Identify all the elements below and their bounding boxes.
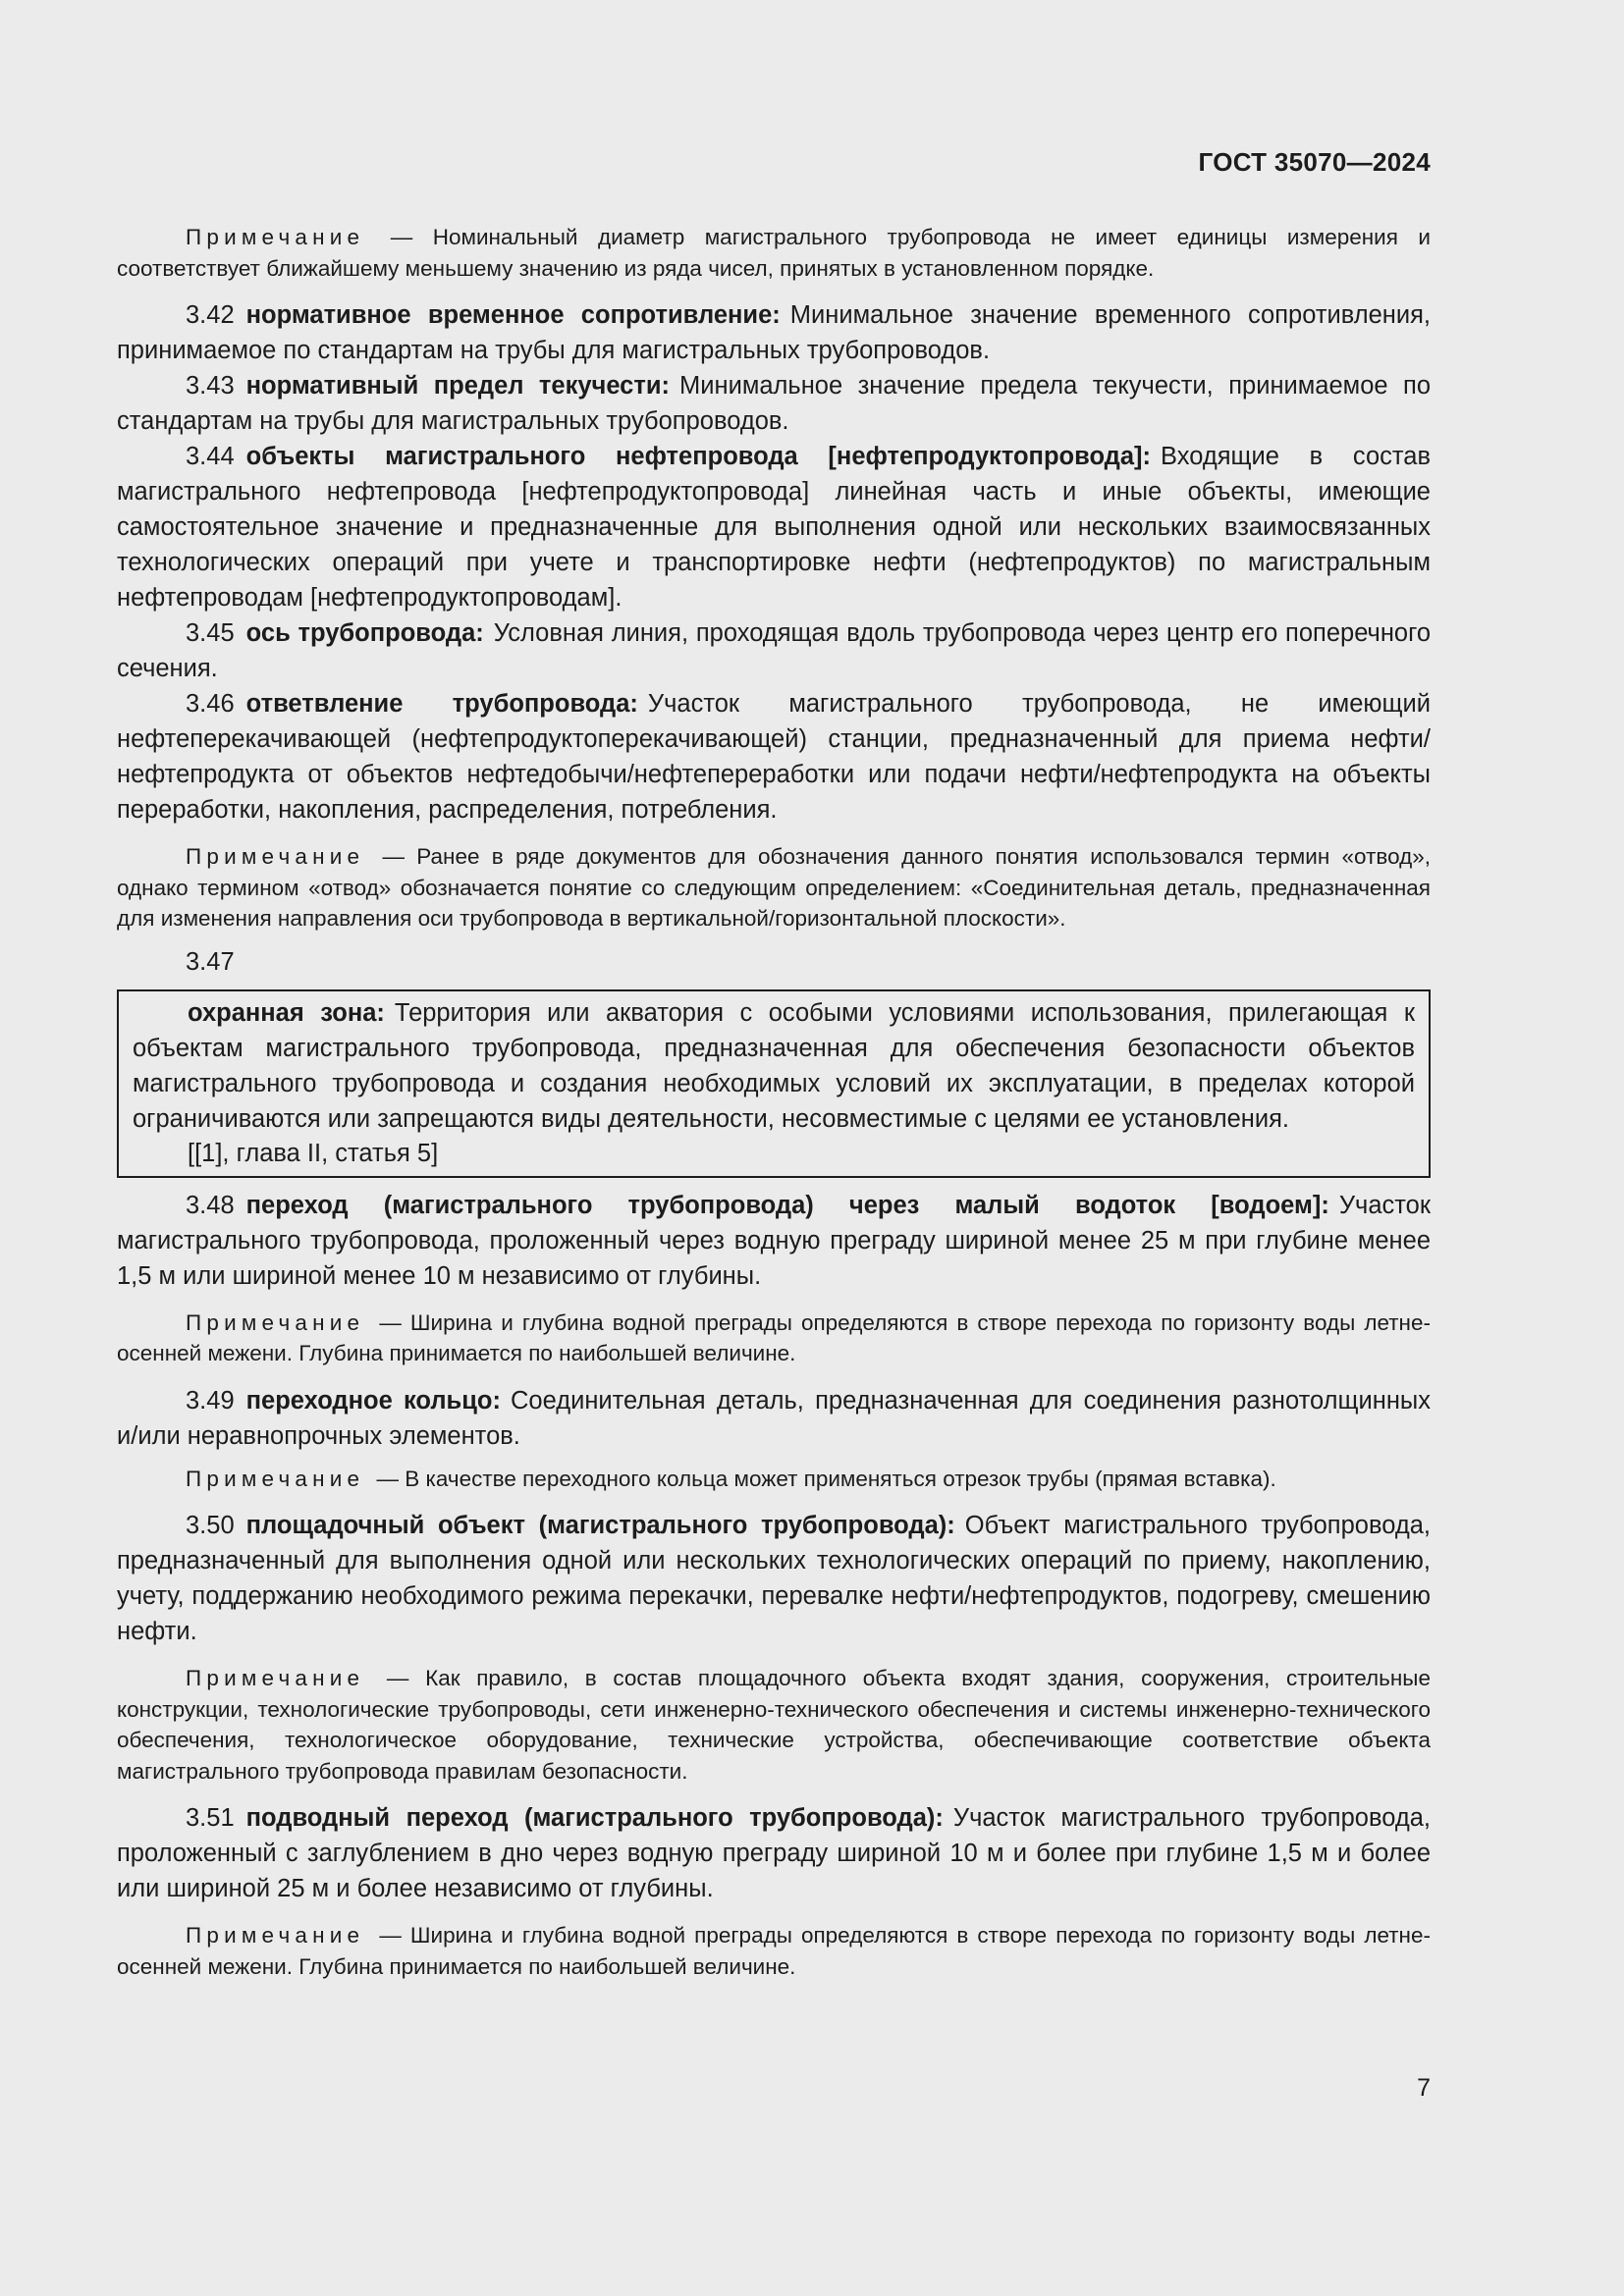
note-label: Примечание	[186, 1923, 365, 1948]
term-3-49	[117, 1383, 1431, 1454]
term-definition: Минимальное значение предела текучести, принимаемое по стандартам на трубы для магистральных трубопроводов.	[117, 372, 1432, 435]
term-definition: Участок магистрального трубопровода, проложенный с заглублением в дно через водную преграду шириной 10 м и более при глубине 1,5 м и более или шириной 25 м и более независимо от глубины.	[117, 1804, 1431, 1902]
note-text: — Ширина и глубина водной преграды определяются в створе перехода по горизонту воды летне-осенней межени. Глубина принимается по наибольшей величине.	[117, 1309, 1431, 1365]
term-name: нормативный предел текучести:	[245, 372, 671, 400]
term-definition: Территория или акватория с особыми условиями использования, прилегающая к объектам магистрального трубопровода, предназначенная для обеспечения безопасности объектов магистрального трубопровода и создания необходимых условий их эксплуатации, в пределах которой ограничиваются или запрещаются виды деятельности, несовместимые с целями ее установления.	[133, 998, 1415, 1133]
term-name: ответвление трубопровода:	[245, 690, 638, 718]
note-text: — В качестве переходного кольца может применяться отрезок трубы (прямая вставка).	[376, 1466, 1276, 1491]
term-number: 3.45	[186, 619, 235, 647]
term-definition: Условная линия, проходящая вдоль трубопровода через центр его поперечного сечения.	[117, 619, 1432, 682]
term-name: подводный переход (магистрального трубопровода):	[245, 1804, 944, 1832]
term-number: 3.48	[186, 1191, 235, 1219]
term-number: 3.51	[186, 1804, 235, 1832]
note-label: Примечание	[186, 1309, 365, 1335]
term-definition: Объект магистрального трубопровода, предназначенный для выполнения одной или нескольких технологических операций по приему, накоплению, учету, поддержанию необходимого режима перекачки, перевалке нефти/нефтепродуктов, подогреву, смешению нефти.	[117, 1512, 1431, 1645]
note-3-46	[117, 841, 1431, 934]
document-page	[117, 0, 1431, 2296]
note-text: — Ширина и глубина водной преграды определяются в створе перехода по горизонту воды летне-осенней межени. Глубина принимается по наибольшей величине.	[117, 1923, 1431, 1979]
note-3-50	[117, 1663, 1431, 1787]
term-number: 3.44	[186, 443, 235, 470]
term-number-3-47: 3.47	[186, 947, 235, 976]
note-3-41	[117, 222, 1431, 284]
term-number: 3.46	[186, 690, 235, 718]
term-definition: Участок магистрального трубопровода, не имеющий нефтеперекачивающей (нефтепродуктоперекачивающей) станции, предназначенный для приема нефти/нефтепродукта от объектов нефтедобычи/нефтепереработки или подачи нефти/нефтепродукта на объекты переработки, накопления, распределения, потребления.	[117, 690, 1431, 824]
note-text: — Как правило, в состав площадочного объекта входят здания, сооружения, строительные конструкции, технологические трубопроводы, сети инженерно-технического обеспечения и системы инженерно-технического обеспечения, технологическое оборудование, технические устройства, обеспечивающие соответствие объекта магистрального трубопровода правилам безопасности.	[117, 1666, 1431, 1784]
term-number: 3.50	[186, 1512, 235, 1539]
note-3-51	[117, 1920, 1431, 1982]
note-3-49	[117, 1464, 1431, 1495]
page-number: 7	[1417, 2074, 1431, 2102]
term-name: переходное кольцо:	[245, 1386, 501, 1415]
note-label: Примечание	[186, 1666, 365, 1690]
term-number: 3.42	[186, 301, 235, 329]
term-3-50	[117, 1508, 1431, 1649]
term-definition: Входящие в состав магистрального нефтепровода [нефтепродуктопровода] линейная часть и иные объекты, имеющие самостоятельное значение и предназначенные для выполнения одной или нескольких взаимосвязанных технологических операций при учете и транспортировке нефти (нефтепродуктов) по магистральным нефтепроводам [нефтепродуктопроводам].	[117, 443, 1431, 612]
term-3-48	[117, 1188, 1431, 1294]
term-3-51	[117, 1800, 1431, 1906]
term-name: ось трубопровода:	[245, 619, 484, 647]
term-3-46	[117, 686, 1431, 828]
note-label: Примечание	[186, 844, 365, 869]
term-name: объекты магистрального нефтепровода [нефтепродуктопровода]:	[245, 443, 1152, 470]
term-definition: Участок магистрального трубопровода, проложенный через водную преграду шириной менее 25 м при глубине менее 1,5 м или шириной менее 10 м независимо от глубины.	[117, 1191, 1431, 1290]
term-name: нормативное временное сопротивление:	[245, 301, 781, 329]
note-label: Примечание	[186, 1466, 365, 1491]
term-definition: Минимальное значение временного сопротивления, принимаемое по стандартам на трубы для магистральных трубопроводов.	[117, 301, 1431, 364]
note-text: — Ранее в ряде документов для обозначения данного понятия использовался термин «отвод», однако термином «отвод» обозначается понятие со следующим определением: «Соединительная деталь, предназначенная для изменения направления оси трубопровода в вертикальной/горизонтальной плоскости».	[117, 844, 1431, 931]
boxed-term-3-47	[117, 989, 1431, 1178]
note-text: — Номинальный диаметр магистрального трубопровода не имеет единицы измерения и соответствует ближайшему меньшему значению из ряда чисел, принятых в установленном порядке.	[117, 225, 1431, 281]
term-3-42	[117, 297, 1431, 368]
page-content	[117, 222, 1431, 1982]
term-definition: Соединительная деталь, предназначенная для соединения разнотолщинных и/или неравнопрочных элементов.	[117, 1386, 1431, 1450]
term-3-45	[117, 615, 1431, 686]
term-name: площадочный объект (магистрального трубопровода):	[245, 1512, 955, 1539]
term-name: охранная зона:	[188, 998, 385, 1027]
note-3-48	[117, 1308, 1431, 1369]
term-3-47	[133, 995, 1415, 1137]
note-label: Примечание	[186, 225, 365, 249]
term-3-44	[117, 439, 1431, 615]
term-number: 3.49	[186, 1386, 235, 1415]
term-reference: [[1], глава II, статья 5]	[188, 1139, 439, 1167]
document-code: ГОСТ 35070—2024	[1198, 147, 1431, 177]
term-number: 3.43	[186, 372, 235, 400]
term-3-43	[117, 368, 1431, 439]
term-name: переход (магистрального трубопровода) через малый водоток [водоем]:	[245, 1191, 1329, 1219]
